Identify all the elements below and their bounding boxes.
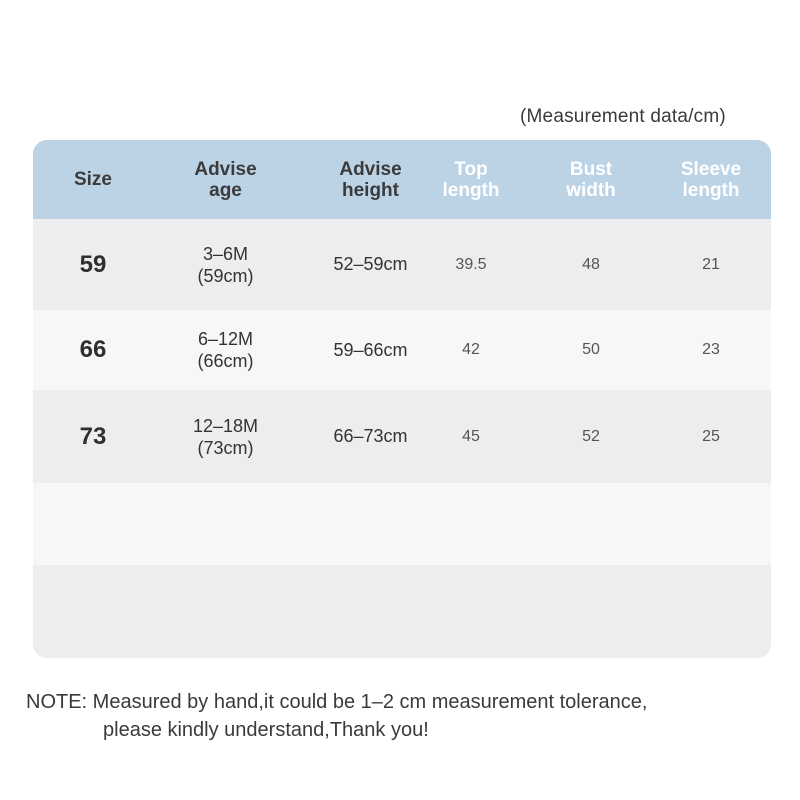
header-size: Size: [73, 169, 113, 190]
header-bust-width: Bust width: [566, 158, 616, 201]
height-range: 59–66cm: [333, 339, 408, 360]
empty-table-row: [33, 565, 771, 658]
header-advise-age: Advise age: [194, 158, 257, 201]
note-line-2: please kindly understand,Thank you!: [103, 719, 429, 741]
measurement-unit-note: (Measurement data/cm): [520, 106, 726, 127]
note-line-1: NOTE: Measured by hand,it could be 1–2 cm measurement tolerance,: [26, 691, 648, 713]
age-range: 6–12M: [197, 329, 254, 349]
table-row: [33, 390, 771, 483]
size-value: 73: [79, 422, 107, 450]
top-length-value: 42: [462, 341, 480, 358]
age-height-hint: (73cm): [197, 437, 254, 458]
header-sleeve-length: Sleeve length: [680, 158, 742, 201]
size-value: 59: [79, 250, 107, 278]
size-chart-table: [33, 140, 771, 658]
top-length-value: 45: [462, 427, 480, 445]
header-top-length: Top length: [442, 158, 500, 201]
sleeve-length-value: 23: [702, 341, 720, 358]
table-header: [33, 140, 771, 219]
empty-table-row: [33, 483, 771, 565]
height-range: 52–59cm: [333, 254, 408, 274]
age-height-hint: (59cm): [197, 265, 254, 286]
sleeve-length-value: 21: [702, 255, 720, 273]
bust-width-value: 50: [582, 341, 600, 358]
measurement-note: [26, 688, 786, 744]
sleeve-length-value: 25: [702, 427, 720, 445]
height-range: 66–73cm: [333, 426, 408, 446]
top-length-value: 39.5: [455, 255, 487, 273]
age-height-hint: (66cm): [197, 351, 254, 371]
age-range: 3–6M: [202, 243, 249, 264]
table-row: [33, 219, 771, 310]
age-range: 12–18M: [192, 415, 259, 436]
header-advise-height: Advise height: [339, 158, 402, 201]
bust-width-value: 52: [582, 427, 600, 445]
bust-width-value: 48: [582, 255, 600, 273]
size-value: 66: [79, 336, 107, 363]
table-row: [33, 310, 771, 390]
